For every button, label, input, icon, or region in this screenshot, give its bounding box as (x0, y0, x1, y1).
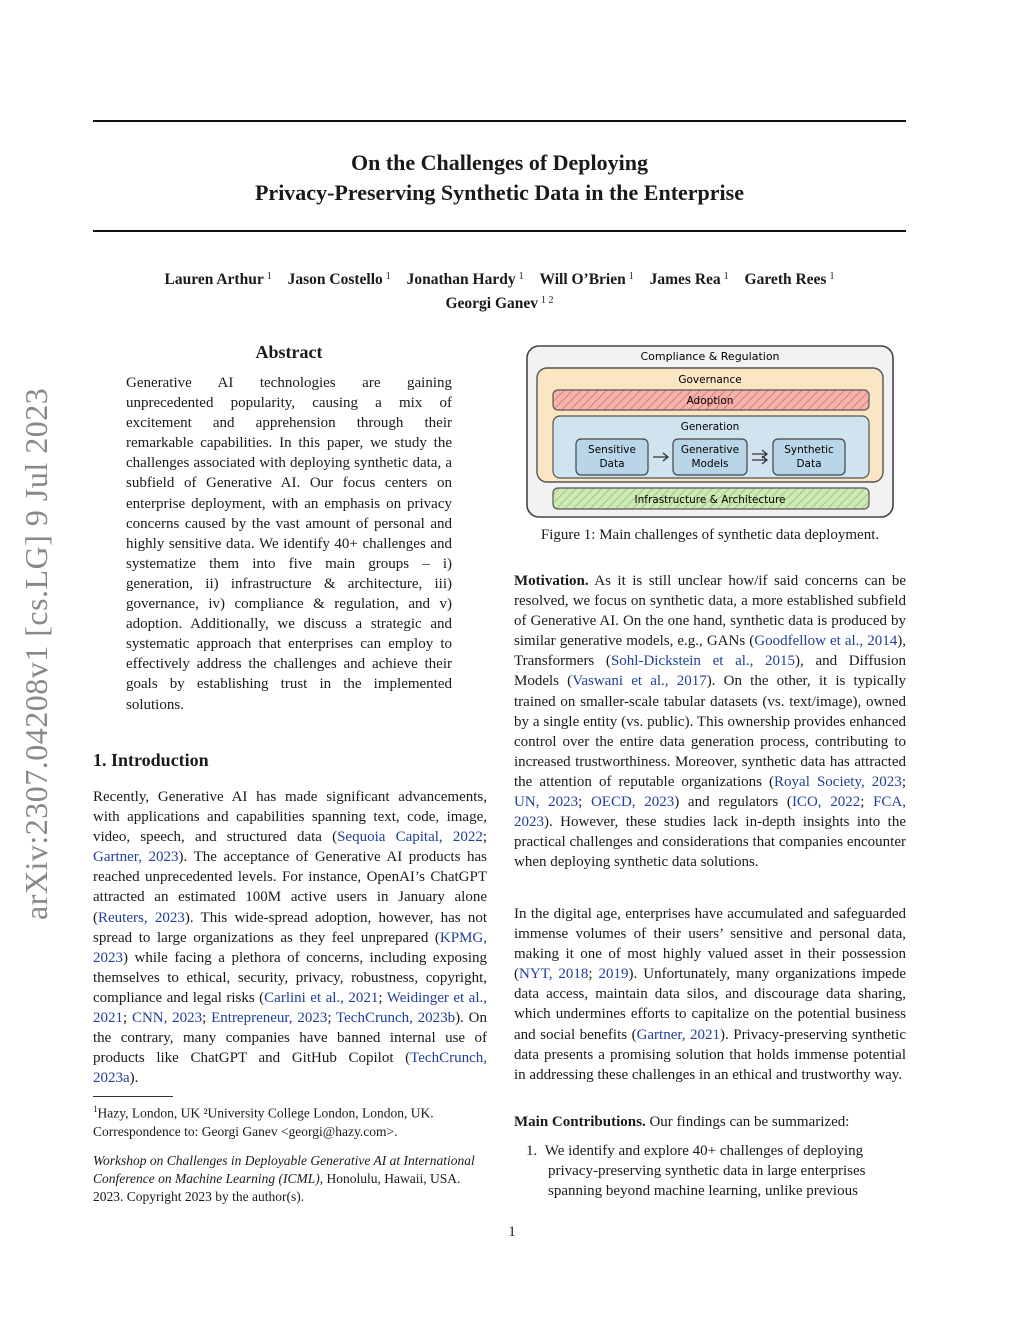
citation-link[interactable]: Weidinger et al., 2021 (93, 989, 487, 1027)
title-line-1: On the Challenges of Deploying (350, 150, 649, 175)
title-rule-bottom (93, 230, 906, 232)
citation-link[interactable]: NYT, 2018 (519, 966, 589, 983)
synthetic-label-2: Data (796, 458, 822, 470)
citation-link[interactable]: CNN, 2023 (131, 1010, 203, 1027)
footnote-rule (93, 1096, 173, 1097)
paper-title (93, 148, 906, 208)
citation-link[interactable]: Gartner, 2023 (93, 849, 179, 866)
models-label-2: Models (691, 458, 729, 470)
adoption-label: Adoption (686, 395, 734, 407)
citation-link[interactable]: Sohl-Dickstein et al., 2015 (610, 653, 796, 670)
citation-link[interactable]: 2019 (598, 966, 629, 983)
citation-link[interactable]: Vaswani et al., 2017 (572, 673, 707, 690)
governance-label: Governance (678, 374, 742, 386)
contributions-paragraph: Main Contributions. Our findings can be summarized: (514, 1114, 850, 1130)
sensitive-label-1: Sensitive (588, 444, 636, 456)
digital-age-paragraph: In the digital age, enterprises have accumulated and safeguarded immense volumes of their users’ sensitive and personal data, making it one of most highly valued asset in their possession (NYT, 2018; 2019). Unfortunately, many organizations impede data access, maintain data silos, and discourage data sharing, which undermines efforts to capitalize on the potential business and social benefits (Gartner, 2021). Privacy-preserving synthetic data presents a promising solution that holds immense potential in addressing these challenges in an ethical and trustworthy way. (514, 906, 907, 1083)
citation-link[interactable]: ICO, 2022 (791, 794, 861, 811)
models-label-1: Generative (680, 444, 740, 456)
author: Jonathan Hardy $^1$ (406, 271, 524, 288)
figure-1-caption: Figure 1: Main challenges of synthetic data deployment. (540, 527, 880, 543)
motivation-paragraph: Motivation. As it is still unclear how/if said concerns can be resolved, we focus on synthetic data, a more established subfield of Generative AI. On the one hand, synthetic data is produced by similar generative models, e.g., GANs (Goodfellow et al., 2014), Transformers (Sohl-Dickstein et al., 2015), and Diffusion Models (Vaswani et al., 2017). On the other, it is typically trained on smaller-scale tabular datasets (vs. text/image), owned by a single entity (vs. public). This ownership provides enhanced control over the entire data generation process, contributing to increased trustworthiness. Moreover, synthetic data has attracted the attention of reputable organizations (Royal Society, 2023; UN, 2023; OECD, 2023) and regulators (ICO, 2022; FCA, 2023). However, these studies lack in-depth insights into the practical challenges and considerations that companies encounter when deploying synthetic data solutions. (514, 573, 907, 871)
citation-link[interactable]: TechCrunch, 2023a (93, 1050, 487, 1087)
sensitive-label-2: Data (599, 458, 625, 470)
title-rule-top (93, 120, 906, 122)
author: Jason Costello $^1$ (287, 271, 391, 288)
citation-link[interactable]: Gartner, 2021 (636, 1026, 720, 1043)
title-line-2: Privacy-Preserving Synthetic Data in the Enterprise (254, 180, 744, 205)
author: Will O’Brien $^1$ (539, 271, 634, 288)
figure-1-diagram (525, 344, 895, 519)
synthetic-label-1: Synthetic (784, 444, 834, 456)
citation-link[interactable]: Reuters, 2023 (98, 909, 185, 926)
venue-note: Workshop on Challenges in Deployable Generative AI at International Conference on Machine Learning (ICML), Honolulu, Hawaii, USA. 2023. Copyright 2023 by the author(s). (93, 1153, 475, 1204)
citation-link[interactable]: UN, 2023 (514, 794, 579, 811)
citation-link[interactable]: KPMG, 2023 (93, 929, 487, 966)
author: Lauren Arthur $^1$ (164, 271, 272, 288)
citation-link[interactable]: OECD, 2023 (590, 794, 675, 811)
compliance-label: Compliance & Regulation (640, 350, 780, 363)
contributions-list (514, 1141, 906, 1201)
intro-paragraph: Recently, Generative AI has made significant advancements, with applications and capabilities spanning text, code, image, video, speech, and structured data (Sequoia Capital, 2022; Gartner, 2023). The acceptance of Generative AI products has reached unprecedented levels. For instance, OpenAI’s ChatGPT attracted an estimated 100M active users in January alone (Reuters, 2023). This wide-spread adoption, however, has not spread to large organizations as they feel unprepared (KPMG, 2023) while facing a plethora of concerns, including exposing themselves to ethical, security, privacy, robustness, copyright, compliance and legal risks (Carlini et al., 2021; Weidinger et al., 2021; CNN, 2023; Entrepreneur, 2023; TechCrunch, 2023b). On the contrary, many companies have banned internal use of products like ChatGPT and GitHub Copilot (TechCrunch, 2023a). (93, 789, 487, 1087)
author-list (93, 266, 906, 314)
citation-link[interactable]: Goodfellow et al., 2014 (754, 633, 898, 650)
citation-link[interactable]: Royal Society, 2023 (774, 773, 902, 790)
citation-link[interactable]: Carlini et al., 2021 (264, 989, 379, 1006)
abstract-text: Generative AI technologies are gaining unprecedented popularity, causing a mix of excitement and apprehension through their remarkable capabilities. In this paper, we study the challenges associated with deploying synthetic data, a subfield of Generative AI. Our focus centers on enterprise deployment, with an emphasis on privacy concerns caused by the vast amount of personal and highly sensitive data. We identify 40+ challenges and systematize them into five main groups – i) generation, ii) infrastructure & architecture, iii) governance, iv) compliance & regulation, and v) adoption. Additionally, we discuss a strategic and systematic approach that enterprises can employ to effectively address the challenges and achieve their goals by establishing trust in the implemented solutions. (126, 375, 452, 713)
list-item: 1. We identify and explore 40+ challenges of deploying privacy-preserving synthetic data in large enterprises spanning beyond machine learning, unlike previous (526, 1143, 866, 1200)
author: James Rea $^1$ (649, 271, 729, 288)
author: Gareth Rees $^1$ (744, 271, 835, 288)
citation-link[interactable]: TechCrunch, 2023b (336, 1010, 456, 1027)
infrastructure-label: Infrastructure & Architecture (634, 494, 786, 506)
citation-link[interactable]: Entrepreneur, 2023 (211, 1010, 328, 1027)
citation-link[interactable]: FCA, 2023 (514, 794, 907, 831)
arxiv-stamp: arXiv:2307.04208v1 [cs.LG] 9 Jul 2023 (18, 387, 54, 920)
author: Georgi Ganev $^{1 2}$ (445, 295, 554, 312)
citation-link[interactable]: Sequoia Capital, 2022 (337, 829, 483, 846)
section-heading-introduction: 1. Introduction (93, 750, 209, 770)
affiliation-footnote: $^1$Hazy, London, UK ²University College London, London, UK. Correspondence to: Georgi Ganev <georgi@hazy.com>. (93, 1104, 434, 1139)
abstract-heading: Abstract (255, 342, 323, 362)
page-number: 1 (508, 1224, 516, 1240)
generation-label: Generation (680, 421, 740, 433)
